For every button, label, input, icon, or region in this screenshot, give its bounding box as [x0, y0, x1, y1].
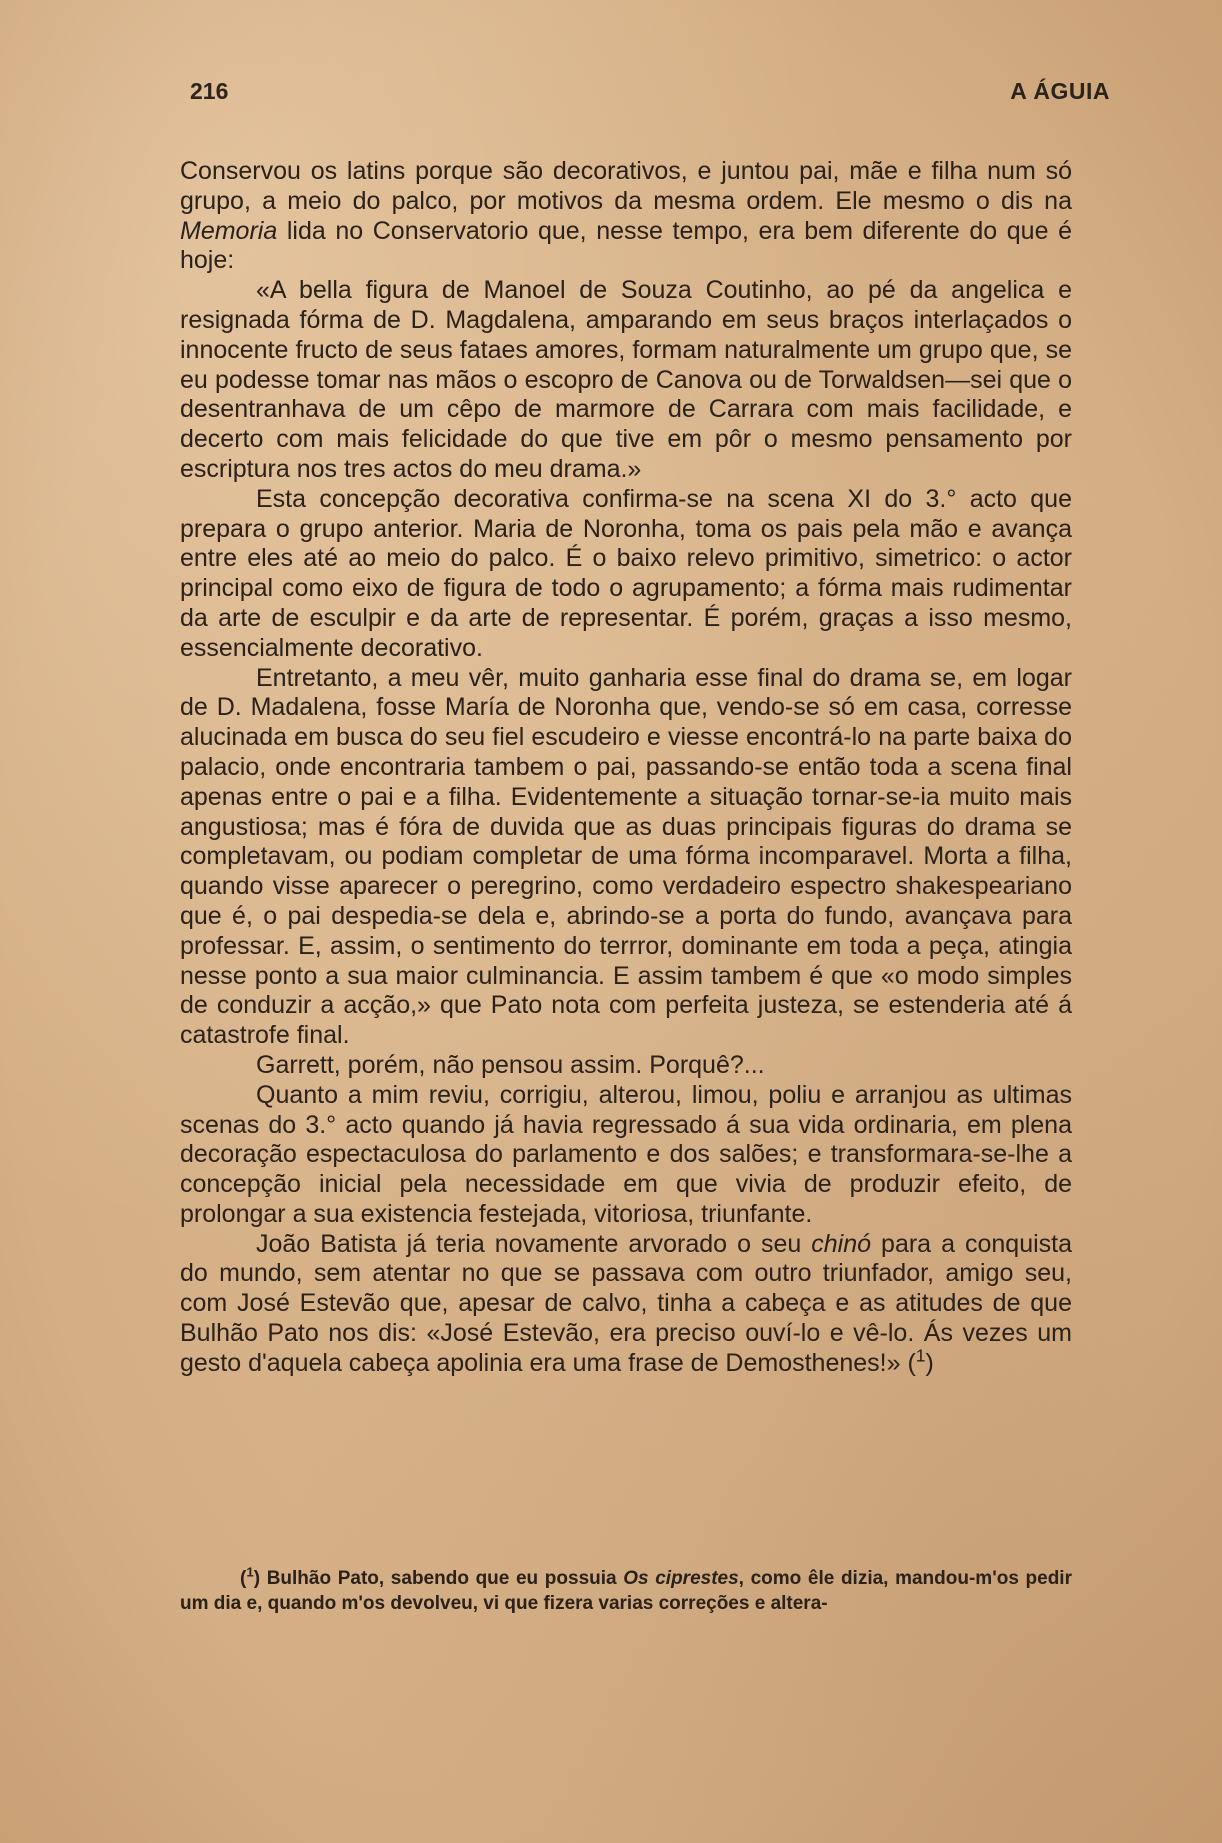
paragraph-1	[180, 157, 1072, 276]
paragraph-1-text-a: Conservou os latins porque são decorativos, e juntou pai, mãe e filha num só grupo, a meio do palco, por motivos da mesma ordem. Ele mesmo o dis na	[180, 157, 1072, 215]
body-text	[180, 157, 1072, 1379]
paragraph-2-quotation: «A bella figura de Manoel de Souza Coutinho, ao pé da angelica e resignada fórma de D. Magdalena, amparando em seus braços interlaçados o innocente fructo de seus fataes amores, formam naturalmente um grupo que, se eu podesse tomar nas mãos o escopro de Canova ou de Torwaldsen—sei que o desentranhava de um cêpo de marmore de Carrara com mais facilidade, e decerto com mais felicidade do que tive em pôr o mesmo pensamento por escriptura nos tres actos do meu drama.»	[180, 276, 1072, 483]
paragraph-4: Entretanto, a meu vêr, muito ganharia esse final do drama se, em logar de D. Madalena, fosse María de Noronha que, vendo-se só em casa, corresse alucinada em busca do seu fiel escudeiro e viesse encontrá-lo na parte baixa do palacio, onde encontraria tambem o pai, passando-se então toda a scena final apenas entre o pai e a filha. Evidentemente a situação tornar-se-ia muito mais angustiosa; mas é fóra de duvida que as duas principais figuras do drama se completavam, ou podiam completar de uma fórma incomparavel. Morta a filha, quando visse aparecer o peregrino, como verdadeiro espectro shakespeariano que é, o pai despedia-se dela e, abrindo-se a porta do fundo, avançava para professar. E, assim, o sentimento do terrror, dominante em toda a peça, atingia nesse ponto a sua maior culminancia. E assim tambem é que «o modo simples de conduzir a acção,» que Pato nota com perfeita justeza, se estenderia até á catastrofe final.	[180, 663, 1072, 1050]
paragraph-6: Quanto a mim reviu, corrigiu, alterou, limou, poliu e arranjou as ultimas scenas do 3.° acto quando já havia regressado á sua vida ordinaria, em plena decoração espectaculosa do parlamento e dos salões; e transformara-se-lhe a concepção inicial pela necessidade em que vivia de produzir efeito, de prolongar a sua existencia festejada, vitoriosa, triunfante.	[180, 1080, 1072, 1228]
paragraph-5: Garrett, porém, não pensou assim. Porquê?...	[256, 1050, 765, 1079]
journal-title: A ÁGUIA	[1010, 78, 1110, 104]
paragraph-7	[180, 1230, 1072, 1379]
memoria-title: Memoria	[180, 216, 278, 245]
paragraph-7-text-c: )	[925, 1348, 934, 1377]
paragraph-7-text-a: João Batista já teria novamente arvorado o seu	[256, 1229, 812, 1258]
footnote-marker: 1	[246, 1564, 254, 1580]
paragraph-3: Esta concepção decorativa confirma-se na scena XI do 3.° acto que prepara o grupo anterior. Maria de Noronha, toma os pais pela mão e avança entre eles até ao meio do palco. É o baixo relevo primitivo, simetrico: o actor principal como eixo de figura de todo o agrupamento; a fórma mais rudimentar da arte de esculpir e da arte de representar. É porém, graças a isso mesmo, essencialmente decorativo.	[180, 484, 1072, 662]
footnote-reference: 1	[915, 1345, 926, 1366]
footnote-text: ($^1$) Bulhão Pato, sabendo que eu possuia Os ciprestes, como êle dizia, mandou-m'os pedir um dia e, quando m'os devolveu, vi que fizera varias correções e altera-	[180, 1564, 1072, 1614]
chino-word: chinó	[811, 1229, 872, 1258]
paragraph-7-text-b: para a conquista do mundo, sem atentar no que se passava com outro triunfador, amigo seu, com José Estevão que, apesar de calvo, tinha a cabeça e as atitudes de que Bulhão Pato nos dis: «José Estevão, era preciso ouví-lo e vê-lo. Ás vezes um gesto d'aquela cabeça apolinia era uma frase de Demosthenes!» (	[180, 1229, 1072, 1377]
footnote-book-title: Os ciprestes	[623, 1568, 739, 1589]
paragraph-1-text-b: lida no Conservatorio que, nesse tempo, era bem diferente do que é hoje:	[180, 216, 1072, 275]
page-number: 216	[190, 78, 229, 104]
footnote-text-b: , como êle dizia, mandou-m'os pedir um dia e, quando m'os devolveu, vi que fizera varias correções e altera-	[180, 1568, 1072, 1614]
footnote-text-a: ) Bulhão Pato, sabendo que eu possuia	[253, 1568, 624, 1589]
footnote	[180, 1566, 1072, 1616]
running-head	[190, 78, 1110, 108]
